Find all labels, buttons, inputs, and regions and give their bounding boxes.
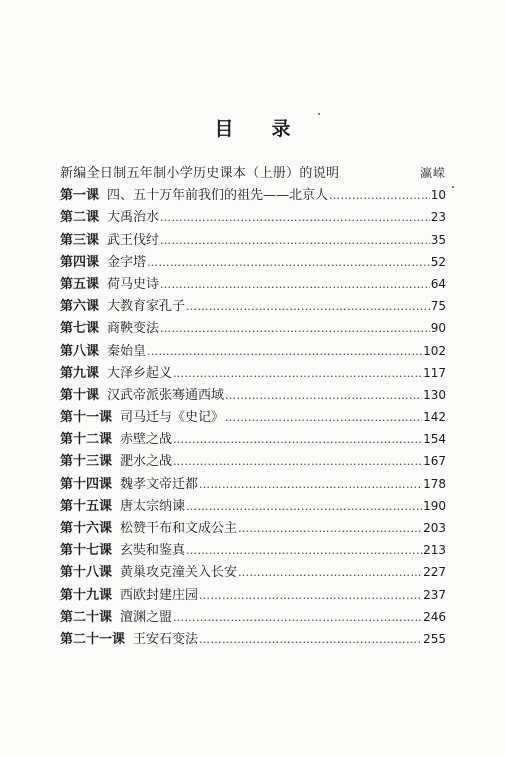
leader-dots: [147, 341, 422, 363]
toc-intro-row: [60, 162, 446, 184]
toc-row: [60, 295, 446, 317]
toc-row: [60, 495, 446, 517]
page-number: 117: [423, 365, 446, 380]
print-speck: [452, 186, 454, 188]
title-char-2: 录: [271, 118, 291, 140]
lesson-number: 第二十一课: [60, 631, 126, 647]
page-number: 142: [423, 410, 446, 425]
toc-row: [60, 561, 446, 583]
leader-dots: [199, 629, 422, 651]
toc-row: [60, 428, 446, 450]
lesson-title: 四、五十万年前我们的祖先——北京人: [107, 188, 329, 204]
page-number: 75: [430, 299, 446, 314]
toc-row: [60, 229, 446, 251]
toc-row: [60, 206, 446, 228]
leader-dots: [186, 296, 430, 318]
leader-dots: [160, 274, 430, 296]
lesson-number: 第十一课: [60, 410, 113, 426]
leader-dots: [238, 562, 422, 584]
lesson-number: 第十七课: [60, 543, 113, 559]
toc-row: [60, 517, 446, 539]
leader-dots: [160, 207, 430, 229]
print-speck: [318, 113, 320, 115]
page-number: 178: [423, 476, 446, 491]
page-number: 227: [423, 565, 446, 580]
toc-row: [60, 384, 446, 406]
lesson-number: 第三课: [60, 232, 100, 248]
lesson-number: 第十四课: [60, 476, 113, 492]
toc-row: [60, 340, 446, 362]
leader-dots: [199, 585, 422, 607]
page-number: 64: [430, 276, 446, 291]
lesson-number: 第四课: [60, 254, 100, 270]
lesson-number: 第九课: [60, 365, 100, 381]
toc-row: [60, 317, 446, 339]
toc-row: [60, 473, 446, 495]
toc-row: [60, 450, 446, 472]
intro-text: 新编全日制五年制小学历史课本（上册）的说明: [60, 166, 340, 181]
leader-dots: [173, 363, 422, 385]
leader-dots: [160, 318, 430, 340]
page-title: [0, 114, 505, 141]
lesson-number: 第六课: [60, 299, 100, 315]
leader-dots: [225, 385, 422, 407]
lesson-title: 大禹治水: [107, 210, 160, 226]
lesson-number: 第十五课: [60, 498, 113, 514]
page-number: 203: [423, 521, 446, 535]
toc-entries: [60, 184, 446, 650]
toc-row: [60, 628, 446, 650]
lesson-number: 第十八课: [60, 565, 113, 581]
lesson-title: 唐太宗纳谏: [120, 498, 186, 514]
toc-row: [60, 539, 446, 561]
toc-row: [60, 584, 446, 606]
lesson-title: 西欧封建庄园: [120, 587, 199, 603]
page-number: 190: [423, 498, 446, 513]
lesson-title: 淝水之战: [120, 454, 173, 470]
lesson-title: 荷马史诗: [107, 276, 160, 292]
toc-row: [60, 362, 446, 384]
toc-row: [60, 184, 446, 206]
lesson-number: 第十三课: [60, 454, 113, 470]
lesson-title: 武王伐纣: [107, 232, 160, 248]
page-number: 102: [423, 343, 446, 358]
leader-dots: [199, 474, 422, 496]
leader-dots: [173, 607, 422, 629]
lesson-title: 松赞干布和文成公主: [120, 521, 238, 536]
leader-dots: [160, 230, 430, 252]
page-number: 35: [430, 232, 446, 247]
toc-row: [60, 251, 446, 273]
toc-row: [60, 273, 446, 295]
lesson-title: 王安石变法: [133, 631, 199, 647]
page-number: 130: [423, 387, 446, 402]
lesson-title: 澶渊之盟: [120, 609, 173, 625]
toc-row: [60, 406, 446, 428]
lesson-title: 商鞅变法: [107, 321, 160, 337]
page-number: 10: [430, 188, 446, 203]
table-of-contents: [60, 162, 446, 650]
title-char-1: 目: [214, 118, 234, 140]
intro-tail: 瀛嵘: [419, 166, 446, 180]
lesson-number: 第七课: [60, 321, 100, 337]
page-number: 154: [423, 432, 446, 447]
leader-dots: [238, 518, 422, 540]
leader-dots: [173, 429, 422, 451]
lesson-title: 秦始皇: [107, 343, 147, 359]
leader-dots: [186, 496, 422, 518]
lesson-number: 第二十课: [60, 609, 113, 625]
lesson-title: 玄奘和鉴真: [120, 543, 186, 559]
lesson-number: 第十九课: [60, 587, 113, 603]
lesson-title: 大教育家孔子: [107, 299, 186, 315]
leader-dots: [147, 252, 430, 274]
page-number: 213: [423, 543, 446, 558]
leader-dots: [225, 407, 422, 429]
lesson-title: 司马迁与《史记》: [120, 410, 225, 426]
lesson-title: 黄巢攻克潼关入长安: [120, 565, 238, 581]
lesson-title: 汉武帝派张骞通西域: [107, 387, 225, 403]
lesson-title: 大泽乡起义: [107, 365, 173, 381]
page-number: 255: [423, 631, 446, 646]
lesson-number: 第二课: [60, 210, 100, 226]
lesson-number: 第十六课: [60, 521, 113, 536]
lesson-number: 第十课: [60, 387, 100, 403]
lesson-title: 金字塔: [107, 254, 147, 270]
leader-dots: [329, 185, 430, 207]
lesson-number: 第十二课: [60, 432, 113, 448]
page-number: 52: [430, 254, 446, 269]
lesson-number: 第一课: [60, 188, 100, 204]
page-number: 90: [430, 321, 446, 336]
page-number: 237: [423, 587, 446, 602]
page-number: 23: [430, 210, 446, 225]
lesson-title: 赤壁之战: [120, 432, 173, 448]
lesson-number: 第五课: [60, 276, 100, 292]
toc-row: [60, 606, 446, 628]
leader-dots: [186, 540, 422, 562]
leader-dots: [173, 451, 422, 473]
lesson-number: 第八课: [60, 343, 100, 359]
page-number: 246: [423, 609, 446, 624]
page-number: 167: [423, 454, 446, 469]
lesson-title: 魏孝文帝迁都: [120, 476, 199, 492]
